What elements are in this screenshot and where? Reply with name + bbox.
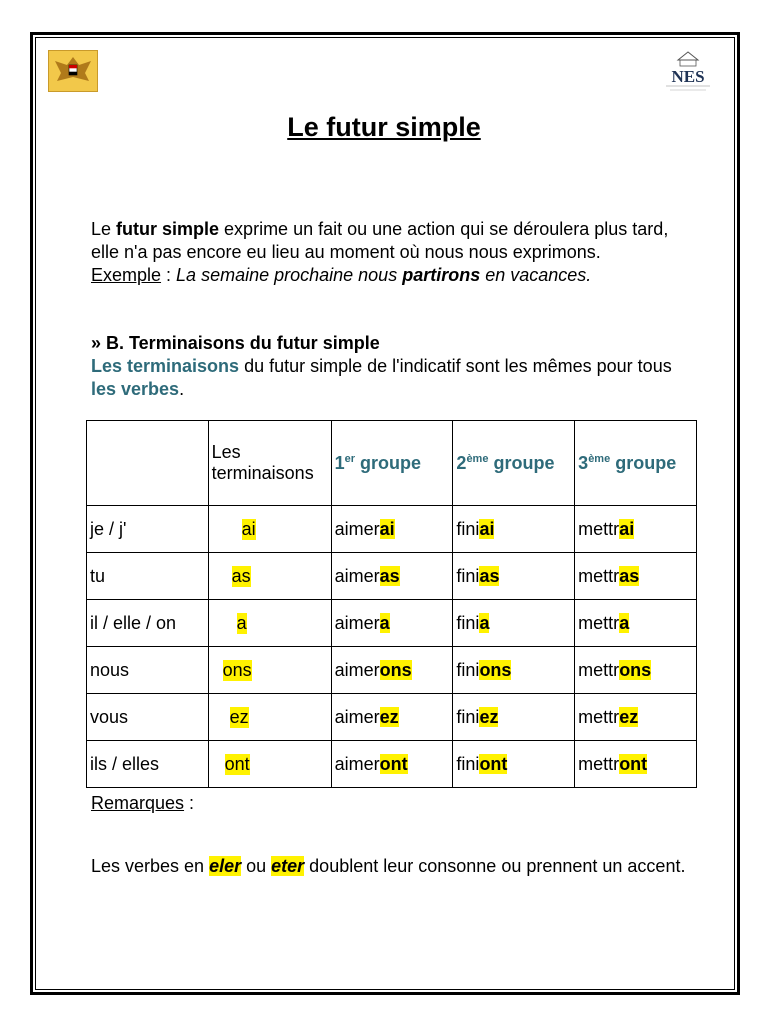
example-verb: partirons — [402, 265, 481, 285]
group3-cell: mettrons — [575, 647, 697, 694]
pronoun-cell: je / j' — [87, 506, 209, 553]
remarks-label-line: Remarques : — [91, 793, 195, 813]
ending-cell — [208, 741, 331, 788]
nes-logo-text: NES — [671, 67, 705, 86]
ending-highlight: ont — [224, 753, 250, 774]
ending-highlight: as — [231, 565, 251, 586]
header-empty-cell — [87, 421, 209, 506]
pronoun-cell: il / elle / on — [87, 600, 209, 647]
group3-cell: mettrai — [575, 506, 697, 553]
remark-eter: eter — [271, 856, 305, 876]
header-group-2: 2ème groupe — [453, 421, 575, 506]
ending-cell — [208, 506, 331, 553]
header-group-3: 3ème groupe — [575, 421, 697, 506]
table-row — [87, 741, 697, 788]
remarks-paragraph: Les verbes en eler ou eter doublent leur consonne ou prennent un accent. — [91, 856, 686, 876]
ending-highlight: ons — [222, 659, 252, 680]
remark-eler: eler — [209, 856, 242, 876]
group1-cell: aimera — [331, 600, 453, 647]
ending-highlight: a — [236, 612, 247, 633]
header-endings: Les terminaisons — [208, 421, 331, 506]
pronoun-cell: ils / elles — [87, 741, 209, 788]
pronoun-cell: tu — [87, 553, 209, 600]
group2-cell: finions — [453, 647, 575, 694]
table-row — [87, 647, 697, 694]
term-futur-simple: futur simple — [116, 219, 220, 239]
egypt-emblem-logo — [48, 50, 98, 92]
intro-paragraph: Le futur simple exprime un fait ou une action qui se déroulera plus tard, elle n'a pas encore eu lieu au moment où nous nous exprimons. Exemple : La semaine prochaine nous partirons en vacances. — [91, 219, 669, 285]
group1-cell: aimerai — [331, 506, 453, 553]
table-row — [87, 506, 697, 553]
group1-cell: aimeront — [331, 741, 453, 788]
group3-cell: mettras — [575, 553, 697, 600]
example-label: Exemple — [91, 265, 162, 285]
group3-cell: mettra — [575, 600, 697, 647]
group2-cell: finias — [453, 553, 575, 600]
pronoun-cell: vous — [87, 694, 209, 741]
group1-cell: aimerez — [331, 694, 453, 741]
nes-logo — [660, 48, 716, 96]
group2-cell: finiai — [453, 506, 575, 553]
table-row — [87, 600, 697, 647]
conjugation-table — [86, 420, 697, 788]
group2-cell: finiont — [453, 741, 575, 788]
remarks-label: Remarques — [91, 793, 185, 813]
ending-highlight: ez — [229, 706, 249, 727]
group2-cell: finia — [453, 600, 575, 647]
ending-cell — [208, 600, 331, 647]
header-group-1: 1er groupe — [331, 421, 453, 506]
page-title: Le futur simple — [287, 112, 481, 142]
section-b: » B. Terminaisons du futur simple Les terminaisons du futur simple de l'indicatif sont les mêmes pour tous les verbes. — [91, 333, 672, 399]
section-heading: » B. Terminaisons du futur simple — [91, 333, 380, 353]
table-header-row — [87, 421, 697, 506]
group2-cell: finiez — [453, 694, 575, 741]
ending-highlight: ai — [241, 518, 256, 539]
ending-cell — [208, 647, 331, 694]
ending-cell — [208, 694, 331, 741]
group1-cell: aimeras — [331, 553, 453, 600]
table-row — [87, 694, 697, 741]
pronoun-cell: nous — [87, 647, 209, 694]
group1-cell: aimerons — [331, 647, 453, 694]
ending-cell — [208, 553, 331, 600]
group3-cell: mettrez — [575, 694, 697, 741]
table-row — [87, 553, 697, 600]
group3-cell: mettront — [575, 741, 697, 788]
